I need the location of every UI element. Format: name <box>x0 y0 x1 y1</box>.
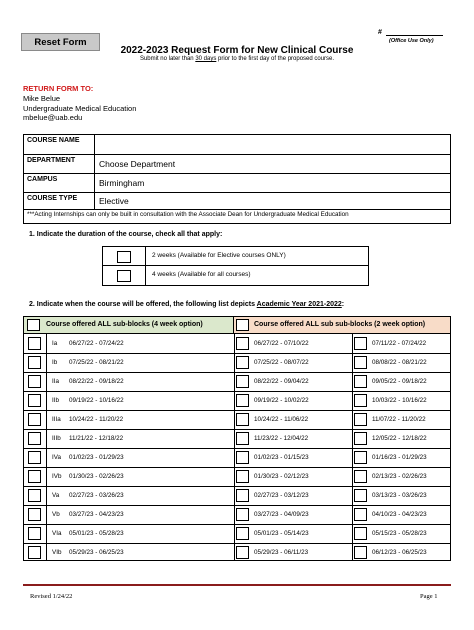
row-divider <box>24 486 450 487</box>
department-label: DEPARTMENT <box>27 157 76 164</box>
two-week-b-checkbox[interactable] <box>354 394 367 407</box>
offering-question-text: 2. Indicate when the course will be offered, the following list depicts <box>29 301 257 308</box>
two-week-b-dates: 04/10/23 - 04/23/23 <box>372 511 427 518</box>
four-week-dates: 11/21/22 - 12/18/22 <box>69 435 124 442</box>
schedule-table <box>23 316 451 561</box>
row-divider <box>24 467 450 468</box>
four-week-dates: 02/27/23 - 03/26/23 <box>69 492 124 499</box>
two-week-b-checkbox[interactable] <box>354 413 367 426</box>
duration-question: 1. Indicate the duration of the course, check all that apply: <box>29 231 223 238</box>
four-week-dates: 06/27/22 - 07/24/22 <box>69 340 124 347</box>
subtitle-deadline: 30 days <box>195 56 217 62</box>
row-divider <box>24 429 450 430</box>
campus-select[interactable]: Birmingham <box>99 178 145 188</box>
two-week-header-text: Course offered ALL sub sub-blocks (2 week option) <box>254 321 426 328</box>
cell-divider <box>94 155 95 173</box>
two-week-a-dates: 07/25/22 - 08/07/22 <box>254 359 309 366</box>
block-label: IIIb <box>52 435 61 442</box>
two-week-b-dates: 03/13/23 - 03/26/23 <box>372 492 427 499</box>
return-name: Mike Belue <box>23 94 61 103</box>
revision-date: Revised 1/24/22 <box>30 593 73 600</box>
two-week-a-checkbox[interactable] <box>236 375 249 388</box>
two-week-header <box>234 317 450 334</box>
block-checkbox[interactable] <box>28 394 41 407</box>
page-number: Page 1 <box>420 593 438 600</box>
two-week-a-dates: 02/27/23 - 03/12/23 <box>254 492 309 499</box>
campus-label: CAMPUS <box>27 176 58 183</box>
block-checkbox[interactable] <box>28 508 41 521</box>
course-type-row <box>24 193 450 210</box>
two-week-b-dates: 08/08/22 - 08/21/22 <box>372 359 427 366</box>
two-week-b-checkbox[interactable] <box>354 451 367 464</box>
duration-options <box>102 246 369 286</box>
four-week-header-text: Course offered ALL sub-blocks (4 week option) <box>46 321 203 328</box>
two-week-a-dates: 03/27/23 - 04/09/23 <box>254 511 309 518</box>
column-divider <box>46 334 47 560</box>
block-checkbox[interactable] <box>28 375 41 388</box>
two-week-a-checkbox[interactable] <box>236 470 249 483</box>
column-divider <box>352 334 353 560</box>
row-divider <box>24 505 450 506</box>
two-week-a-dates: 09/19/22 - 10/02/22 <box>254 397 309 404</box>
subtitle-after: prior to the first day of the proposed course. <box>216 56 335 62</box>
four-week-dates: 01/30/23 - 02/26/23 <box>69 473 124 480</box>
four-week-header <box>24 317 234 334</box>
footer-rule <box>23 584 451 586</box>
two-week-b-dates: 11/07/22 - 11/20/22 <box>372 416 426 423</box>
block-label: Ia <box>52 340 58 347</box>
four-week-dates: 08/22/22 - 09/18/22 <box>69 378 124 385</box>
two-week-a-dates: 05/01/23 - 05/14/23 <box>254 530 309 537</box>
four-week-dates: 07/25/22 - 08/21/22 <box>69 359 124 366</box>
two-week-a-checkbox[interactable] <box>236 508 249 521</box>
two-week-b-dates: 10/03/22 - 10/16/22 <box>372 397 427 404</box>
block-label: IIIa <box>52 416 61 423</box>
acting-internship-note: ***Acting Internships can only be built in consultation with the Associate Dean for Undergraduate Medical Education <box>27 211 349 218</box>
form-subtitle <box>0 56 474 62</box>
row-divider <box>24 391 450 392</box>
reset-form-button[interactable]: Reset Form <box>21 33 100 51</box>
duration-4-weeks-checkbox[interactable] <box>117 270 131 282</box>
two-week-b-checkbox[interactable] <box>354 546 367 559</box>
two-week-b-checkbox[interactable] <box>354 337 367 350</box>
two-week-a-dates: 01/30/23 - 02/12/23 <box>254 473 309 480</box>
two-week-a-checkbox[interactable] <box>236 337 249 350</box>
four-week-dates: 10/24/22 - 11/20/22 <box>69 416 124 423</box>
department-row <box>24 155 450 174</box>
four-week-dates: 05/01/23 - 05/28/23 <box>69 530 124 537</box>
block-label: IIb <box>52 397 60 404</box>
office-use-label: (Office Use Only) <box>389 38 434 44</box>
two-week-b-checkbox[interactable] <box>354 527 367 540</box>
block-label: IVb <box>52 473 62 480</box>
return-email: mbelue@uab.edu <box>23 113 83 122</box>
block-checkbox[interactable] <box>28 451 41 464</box>
two-week-a-dates: 06/27/22 - 07/10/22 <box>254 340 309 347</box>
duration-option-2-weeks <box>103 247 368 266</box>
two-week-a-checkbox[interactable] <box>236 489 249 502</box>
course-name-row <box>24 135 450 155</box>
two-week-a-checkbox[interactable] <box>236 394 249 407</box>
duration-2-weeks-checkbox[interactable] <box>117 251 131 263</box>
two-week-a-dates: 08/22/22 - 09/04/22 <box>254 378 309 385</box>
column-divider <box>234 334 235 560</box>
two-week-b-dates: 12/05/22 - 12/18/22 <box>372 435 427 442</box>
block-label: Va <box>52 492 60 499</box>
two-week-a-checkbox[interactable] <box>236 546 249 559</box>
row-divider <box>24 524 450 525</box>
office-use-hash: # <box>378 29 382 36</box>
course-name-label: COURSE NAME <box>27 137 80 144</box>
block-label: Vb <box>52 511 60 518</box>
two-week-b-dates: 05/15/23 - 05/28/23 <box>372 530 427 537</box>
block-checkbox[interactable] <box>28 356 41 369</box>
block-label: VIb <box>52 549 62 556</box>
two-week-b-dates: 02/13/23 - 02/26/23 <box>372 473 427 480</box>
campus-row <box>24 174 450 193</box>
subtitle-before: Submit no later than <box>139 56 196 62</box>
row-divider <box>24 543 450 544</box>
two-week-b-checkbox[interactable] <box>354 356 367 369</box>
four-week-dates: 09/19/22 - 10/16/22 <box>69 397 124 404</box>
academic-year: Academic Year 2021-2022 <box>256 301 342 308</box>
offering-question <box>29 301 344 308</box>
two-week-a-checkbox[interactable] <box>236 527 249 540</box>
two-week-a-dates: 10/24/22 - 11/06/22 <box>254 416 309 423</box>
four-week-dates: 05/29/23 - 06/25/23 <box>69 549 124 556</box>
block-checkbox[interactable] <box>28 432 41 445</box>
all-two-week-checkbox[interactable] <box>236 319 249 331</box>
block-checkbox[interactable] <box>28 546 41 559</box>
two-week-a-checkbox[interactable] <box>236 451 249 464</box>
block-checkbox[interactable] <box>28 337 41 350</box>
block-label: VIa <box>52 530 62 537</box>
block-checkbox[interactable] <box>28 413 41 426</box>
cell-divider <box>94 174 95 192</box>
two-week-b-checkbox[interactable] <box>354 508 367 521</box>
two-week-b-dates: 06/12/23 - 06/25/23 <box>372 549 427 556</box>
row-divider <box>24 353 450 354</box>
two-week-a-checkbox[interactable] <box>236 432 249 445</box>
all-four-week-checkbox[interactable] <box>27 319 40 331</box>
office-use-field[interactable] <box>386 35 443 36</box>
block-label: IVa <box>52 454 61 461</box>
two-week-b-dates: 01/16/23 - 01/29/23 <box>372 454 427 461</box>
return-to-heading: RETURN FORM TO: <box>23 84 94 93</box>
row-divider <box>24 448 450 449</box>
block-label: Ib <box>52 359 58 366</box>
row-divider <box>24 372 450 373</box>
cell-divider <box>94 193 95 209</box>
two-week-b-checkbox[interactable] <box>354 489 367 502</box>
course-info-table <box>23 134 451 224</box>
two-week-a-checkbox[interactable] <box>236 413 249 426</box>
row-divider <box>24 410 450 411</box>
duration-4-weeks-label: 4 weeks (Available for all courses) <box>152 271 251 278</box>
block-checkbox[interactable] <box>28 489 41 502</box>
two-week-b-checkbox[interactable] <box>354 375 367 388</box>
block-checkbox[interactable] <box>28 527 41 540</box>
department-select[interactable]: Choose Department <box>99 159 176 169</box>
course-type-select[interactable]: Elective <box>99 196 129 206</box>
two-week-a-dates: 01/02/23 - 01/15/23 <box>254 454 309 461</box>
course-type-label: COURSE TYPE <box>27 195 78 202</box>
two-week-a-dates: 05/29/23 - 06/11/23 <box>254 549 309 556</box>
block-label: IIa <box>52 378 60 385</box>
two-week-a-dates: 11/23/22 - 12/04/22 <box>254 435 309 442</box>
two-week-b-checkbox[interactable] <box>354 432 367 445</box>
four-week-dates: 03/27/23 - 04/23/23 <box>69 511 124 518</box>
two-week-b-dates: 09/05/22 - 09/18/22 <box>372 378 427 385</box>
offering-question-colon: : <box>341 301 345 308</box>
block-checkbox[interactable] <box>28 470 41 483</box>
duration-option-4-weeks <box>103 266 368 285</box>
checkbox-cell <box>103 247 146 265</box>
two-week-b-dates: 07/11/22 - 07/24/22 <box>372 340 427 347</box>
two-week-a-checkbox[interactable] <box>236 356 249 369</box>
return-office: Undergraduate Medical Education <box>23 103 137 113</box>
form-title: 2022-2023 Request Form for New Clinical Course <box>120 45 354 56</box>
four-week-dates: 01/02/23 - 01/29/23 <box>69 454 124 461</box>
checkbox-cell <box>103 266 146 285</box>
duration-2-weeks-label: 2 weeks (Available for Elective courses ONLY) <box>152 252 286 259</box>
two-week-b-checkbox[interactable] <box>354 470 367 483</box>
cell-divider <box>94 135 95 154</box>
